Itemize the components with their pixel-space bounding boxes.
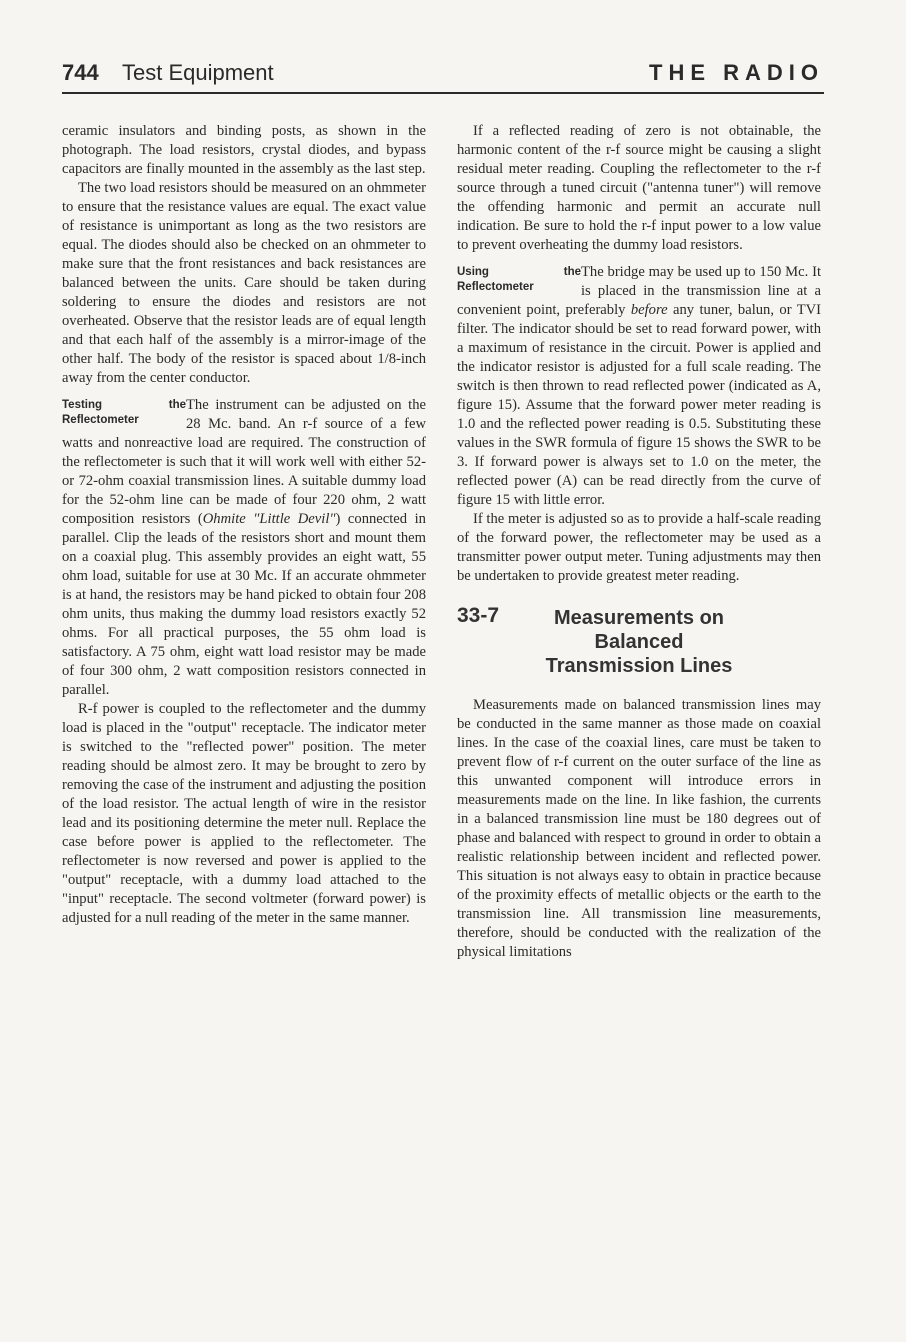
side-heading: Using the Reflectometer — [457, 266, 581, 293]
testing-section — [62, 396, 426, 700]
section-name: Test Equipment — [122, 60, 274, 85]
side-heading: Testing the Reflectometer — [62, 399, 186, 426]
paragraph — [62, 396, 426, 700]
right-column — [457, 122, 821, 962]
text-run: ) connected in parallel. Clip the leads of the resistors short and mount them on a coaxial plug. This assembly provides an eight watt, 55 ohm load, suitable for use at 30 Mc. If an accurate ohmmeter is at hand, the resistors may be hand picked to obtain four 208 ohm units, thus making the dummy load resistors exactly 52 ohms. For all practical purposes, the 55 ohm load is satisfactory. A 75 ohm, eight watt load resistor may be made of four 300 ohm, 2 watt composition resistors connected in parallel. — [62, 511, 426, 698]
paragraph: R-f power is coupled to the reflectometer and the dummy load is placed in the "output" receptacle. The indicator meter is switched to the "reflected power" position. The meter reading should be almost zero. It may be brought to zero by removing the case of the instrument and adjusting the position of the load resistor. The actual length of wire in the resistor lead and its positioning determine the meter null. Replace the case before power is applied to the reflectometer. The reflectometer is now reversed and power is applied to the "output" receptacle, with a dummy load attached to the "input" receptacle. The second voltmeter (forward power) is adjusted for a null reading of the meter in the same manner. — [62, 701, 426, 926]
italic-text: before — [630, 302, 668, 318]
page-number: 744 — [62, 60, 99, 85]
section-heading — [457, 606, 821, 678]
using-section — [457, 263, 821, 510]
paragraph: ceramic insulators and binding posts, as shown in the photograph. The load resistors, crystal diodes, and bypass capacitors are finally mounted in the assembly as the last step. — [62, 123, 426, 177]
paragraph — [457, 263, 821, 510]
italic-text: Ohmite "Little Devil" — [202, 511, 336, 527]
page-header — [62, 60, 824, 94]
paragraph: If the meter is adjusted so as to provide a half-scale reading of the forward power, the reflectometer may be used as a transmitter power output meter. Tuning adjustments may then be undertaken to provide greatest meter reading. — [457, 511, 821, 584]
paragraph: Measurements made on balanced transmission lines may be conducted in the same manner as those made on coaxial lines. In the case of the coaxial lines, care must be taken to prevent flow of r-f current on the outer surface of the line as this unwanted component will introduce errors in measurements made on the line. In like fashion, the currents in a balanced transmission line must be 180 degrees out of phase and balanced with respect to ground in order to obtain a realistic relationship between incident and reflected power. This situation is not always easy to obtain in practice because of the proximity effects of metallic objects or the earth to the transmission line. All transmission line measurements, therefore, should be conducted with the realization of the physical limitations — [457, 697, 821, 960]
section-title: Measurements on Balanced Transmission Lines — [545, 607, 733, 677]
text-run: The instrument can be adjusted on the 28 Mc. band. An r-f source of a few watts and nonreactive load are required. The construction of the reflectometer is such that it will work well with either 52- or 72-ohm coaxial transmission lines. A suitable dummy load for the 52-ohm line can be made of four 220 ohm, 2 watt composition resistors ( — [62, 397, 426, 527]
left-column — [62, 122, 426, 928]
text-run: The bridge may be used up to 150 Mc. It is placed in the transmission line at a convenient point, preferably — [457, 264, 821, 318]
text-run: any tuner, balun, or TVI filter. The indicator should be set to read forward power, with a maximum of resistance in the circuit. Power is applied and the indicator resistor is adjusted for a full scale reading. The switch is then thrown to read reflected power (indicated as A, figure 15). Assume that the forward power meter reading is 1.0 and the reflected power reading is 0.5. Substituting these values in the SWR formula of figure 15 shows the SWR to be 3. If forward power is always set to 1.0 on the meter, the reflected power (A) can be read directly from the curve of figure 15 with little error. — [457, 302, 821, 508]
paragraph: If a reflected reading of zero is not obtainable, the harmonic content of the r-f source might be causing a slight residual meter reading. Coupling the reflectometer to the r-f source through a tuned circuit ("antenna tuner") will remove the offending harmonic and permit an accurate null indication. Be sure to hold the r-f input power to a low value to prevent overheating the dummy load resistors. — [457, 123, 821, 253]
paragraph: The two load resistors should be measured on an ohmmeter to ensure that the resistance values are equal. The exact value of resistance is unimportant as long as the two resistors are equal. The diodes should also be checked on an ohmmeter to make sure that the front resistances and back resistances are balanced between the units. Care should be taken during soldering to ensure the diodes and resistors are not overheated. Observe that the resistor leads are of equal length and that each half of the assembly is a mirror-image of the other half. The body of the resistor is spaced about 1/8-inch away from the center conductor. — [62, 180, 426, 386]
section-number: 33-7 — [457, 604, 500, 627]
running-title: THE RADIO — [649, 60, 824, 85]
